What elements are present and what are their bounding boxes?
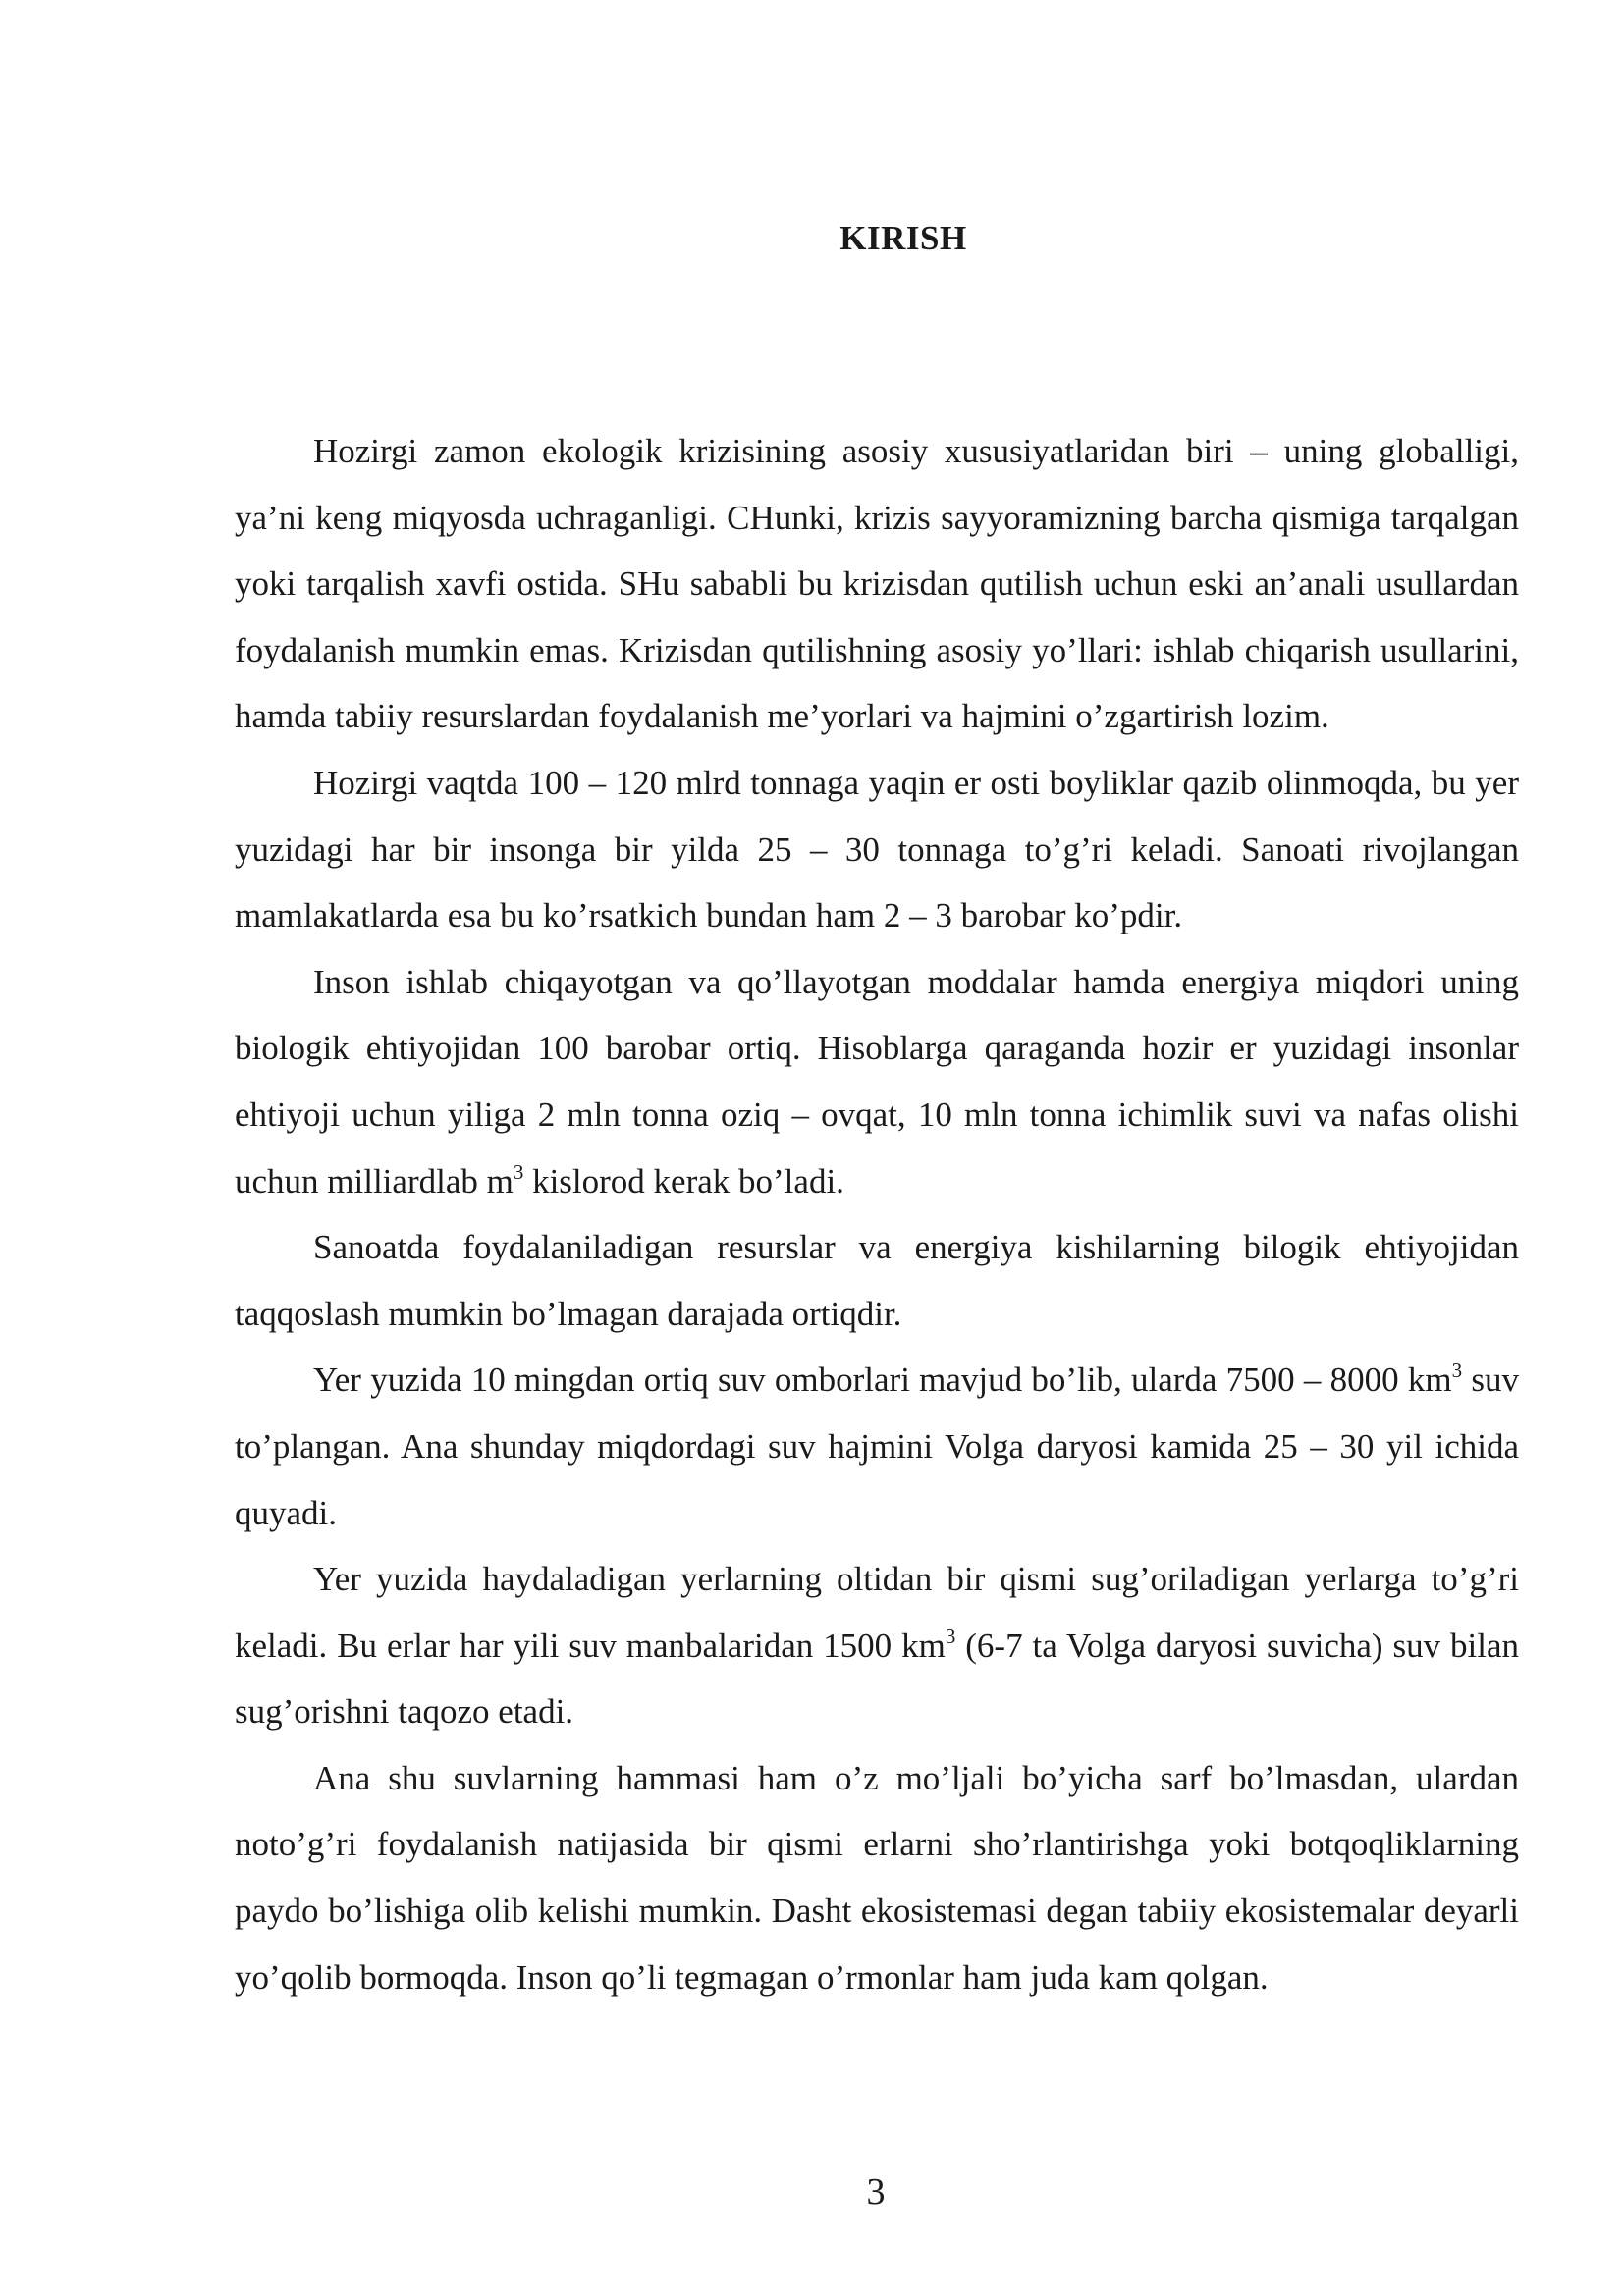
section-title: KIRISH xyxy=(839,219,967,257)
paragraph-6-text: Yer yuzida haydaladigan yerlarning oltidan bir qismi sug’oriladigan yerlarga to’g’ri keladi. Bu erlar har yili suv manbalaridan 1500 km xyxy=(235,1560,1519,1665)
paragraph-5-text-end: suv to’plangan. Ana shunday miqdordagi suv hajmini Volga daryosi kamida 25 – 30 yil ichida quyadi. xyxy=(235,1361,1519,1532)
paragraph-5-text: Yer yuzida 10 mingdan ortiq suv omborlari mavjud bo’lib, ularda 7500 – 8000 km xyxy=(313,1361,1452,1400)
paragraph-6 xyxy=(235,1546,1519,1745)
body-text xyxy=(235,418,1519,2010)
superscript-cubed: 3 xyxy=(945,1624,956,1648)
page-number: 3 xyxy=(866,2171,886,2213)
paragraph-7: Ana shu suvlarning hammasi ham o’z mo’ljali bo’yicha sarf bo’lmasdan, ulardan noto’g’ri foydalanish natijasida bir qismi erlarni sho’rlantirishga yoki botqoqliklarning paydo bo’lishiga olib kelishi mumkin. Dasht ekosistemasi degan tabiiy ekosistemalar deyarli yo’qolib bormoqda. Inson qo’li tegmagan o’rmonlar ham juda kam qolgan. xyxy=(235,1758,1519,1997)
paragraph-2: Hozirgi vaqtda 100 – 120 mlrd tonnaga yaqin er osti boyliklar qazib olinmoqda, bu yer yuzidagi har bir insonga bir yilda 25 – 30 tonnaga to’g’ri keladi. Sanoati rivojlangan mamlakatlarda esa bu ko’rsatkich bundan ham 2 – 3 barobar ko’pdir. xyxy=(235,763,1519,935)
paragraph-1: Hozirgi zamon ekologik krizisining asosiy xususiyatlaridan biri – uning globalligi, ya’ni keng miqyosda uchraganligi. CHunki, krizis sayyoramizning barcha qismiga tarqalgan yoki tarqalish xavfi ostida. SHu sababli bu krizisdan qutilish uchun eski an’anali usullardan foydalanish mumkin emas. Krizisdan qutilishning asosiy yo’llari: ishlab chiqarish usullarini, hamda tabiiy resurslardan foydalanish me’yorlari va hajmini o’zgartirish lozim. xyxy=(235,432,1519,736)
paragraph-3-text: Inson ishlab chiqayotgan va qo’llayotgan moddalar hamda energiya miqdori uning biologik ehtiyojidan 100 barobar ortiq. Hisoblarga qaraganda hozir er yuzidagi insonlar ehtiyoji uchun yiliga 2 mln tonna oziq – ovqat, 10 mln tonna ichimlik suvi va nafas olishi uchun milliardlab m xyxy=(235,962,1519,1201)
paragraph-3 xyxy=(235,949,1519,1214)
paragraph-4: Sanoatda foydalaniladigan resurslar va energiya kishilarning bilogik ehtiyojidan taqqoslash mumkin bo’lmagan darajada ortiqdir. xyxy=(235,1228,1519,1333)
superscript-cubed: 3 xyxy=(513,1159,524,1184)
paragraph-6-text-end: (6-7 ta Volga daryosi suvicha) suv bilan sug’orishni taqozo etadi. xyxy=(235,1626,1519,1732)
paragraph-3-text-end: kislorod kerak bo’ladi. xyxy=(523,1161,844,1201)
paragraph-5 xyxy=(235,1347,1519,1546)
superscript-cubed: 3 xyxy=(1451,1359,1463,1383)
